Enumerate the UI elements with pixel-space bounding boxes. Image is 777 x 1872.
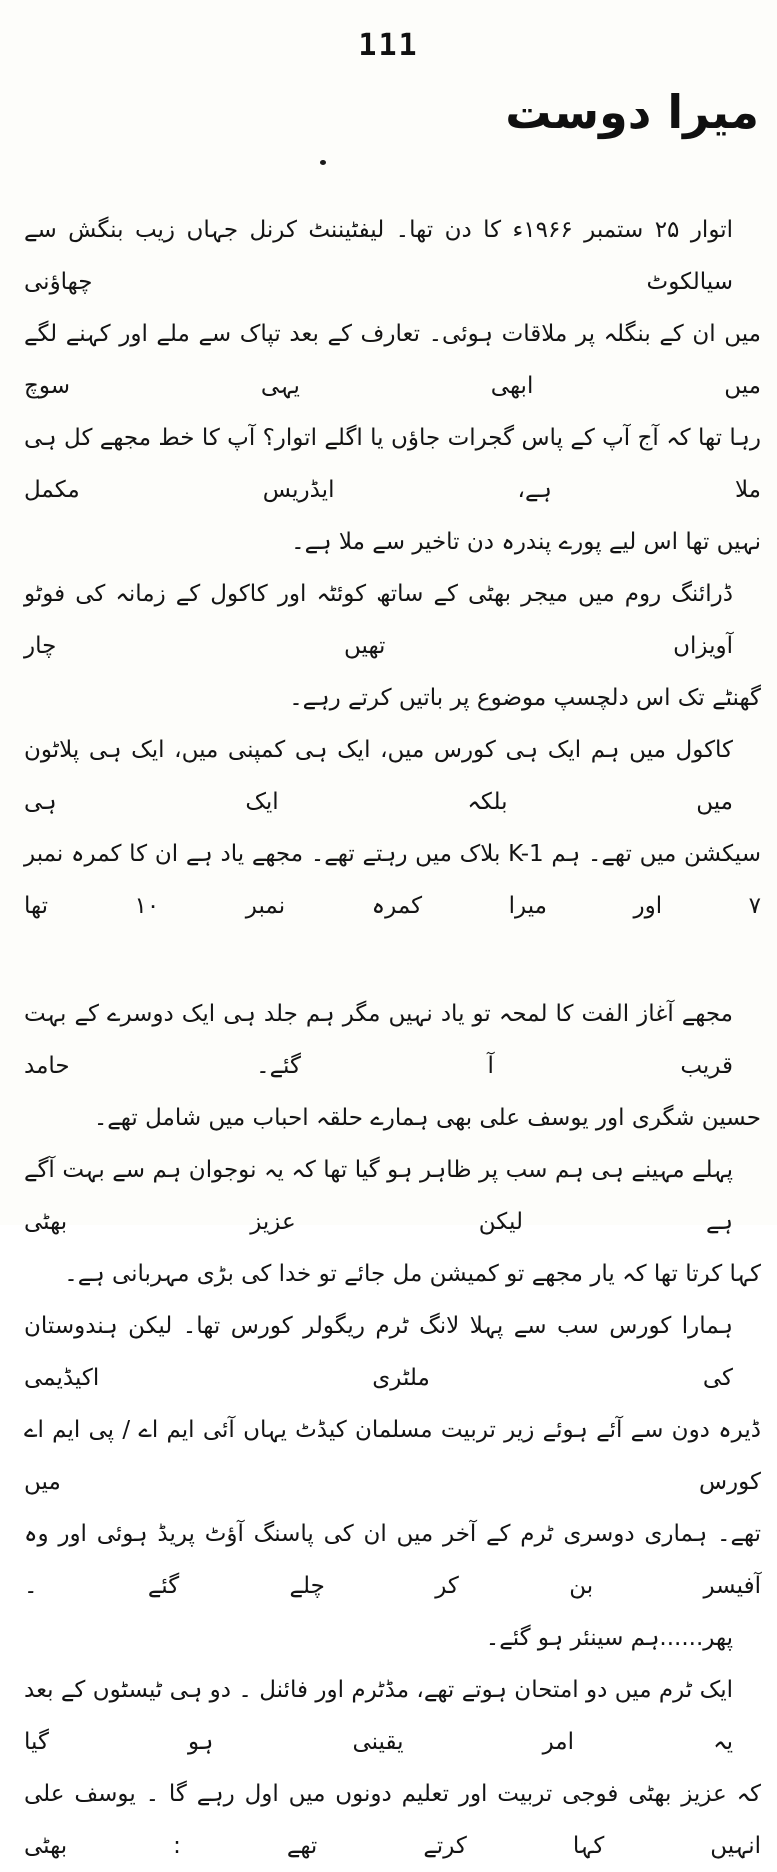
- text-line: کاکول میں ہم ایک ہی کورس میں، ایک ہی کمپنی میں، ایک ہی پلاٹون میں بلکہ ایک ہی: [24, 737, 733, 815]
- text-line: ایک ٹرم میں دو امتحان ہوتے تھے، مڈٹرم اور فائنل ۔ دو ہی ٹیسٹوں کے بعد یہ امر یقینی ہو گیا: [24, 1677, 733, 1755]
- text-line: اتوار ۲۵ ستمبر ۱۹۶۶ء کا دن تھا۔ لیفٹیننٹ کرنل جہاں زیب بنگش سے سیالکوٹ چھاؤنی: [24, 217, 733, 295]
- text-line: حسین شگری اور یوسف علی بھی ہمارے حلقہ احباب میں شامل تھے۔: [93, 1105, 761, 1131]
- text-line: ڈرائنگ روم میں میجر بھٹی کے ساتھ کوئٹہ اور کاکول کے زمانہ کی فوٹو آویزاں تھیں چار: [24, 581, 733, 659]
- text-line: ہمارا کورس سب سے پہلا لانگ ٹرم ریگولر کورس تھا۔ لیکن ہندوستان کی ملٹری اکیڈیمی: [24, 1313, 733, 1391]
- text-line: میں ان کے بنگلہ پر ملاقات ہوئی۔ تعارف کے بعد تپاک سے ملے اور کہنے لگے میں ابھی یہی سوچ: [24, 321, 761, 399]
- text-line: مجھے آغاز الفت کا لمحہ تو یاد نہیں مگر ہم جلد ہی ایک دوسرے کے بہت قریب آ گئے۔ حامد: [24, 1001, 733, 1079]
- ink-dot: [320, 160, 326, 165]
- text-line: تھے۔ ہماری دوسری ٹرم کے آخر میں ان کی پاسنگ آؤٹ پریڈ ہوئی اور وہ آفیسر بن کر چلے گئے ۔: [24, 1521, 761, 1599]
- text-line: ڈیرہ دون سے آئے ہوئے زیر تربیت مسلمان کیڈٹ یہاں آئی ایم اے / پی ایم اے کورس میں: [24, 1417, 761, 1495]
- text-line: نہیں تھا اس لیے پورے پندرہ دن تاخیر سے ملا ہے۔: [291, 529, 761, 555]
- page-number: 111: [358, 28, 419, 63]
- body-text: [24, 204, 761, 1872]
- chapter-title: میرا دوست: [505, 85, 759, 139]
- text-line: گھنٹے تک اس دلچسپ موضوع پر باتیں کرتے رہے۔: [289, 685, 761, 711]
- text-line: رہا تھا کہ آج آپ کے پاس گجرات جاؤں یا اگلے اتوار؟ آپ کا خط مجھے کل ہی ملا ہے، ایڈریس مکمل: [24, 425, 761, 503]
- text-line: پہلے مہینے ہی ہم سب پر ظاہر ہو گیا تھا کہ یہ نوجوان ہم سے بہت آگے ہے لیکن عزیز بھٹی: [24, 1157, 733, 1235]
- text-line: پھر......ہم سینئر ہو گئے۔: [485, 1625, 733, 1651]
- text-line: کہا کرتا تھا کہ یار مجھے تو کمیشن مل جائے تو خدا کی بڑی مہربانی ہے۔: [64, 1261, 761, 1287]
- text-line: سیکشن میں تھے۔ ہم K-1 بلاک میں رہتے تھے۔ مجھے یاد ہے ان کا کمرہ نمبر ۷ اور میرا کمرہ نمبر ۱۰ تھا: [24, 841, 761, 919]
- text-line: کہ عزیز بھٹی فوجی تربیت اور تعلیم دونوں میں اول رہے گا ۔ یوسف علی انہیں کہا کرتے تھے : بھٹی: [24, 1781, 761, 1859]
